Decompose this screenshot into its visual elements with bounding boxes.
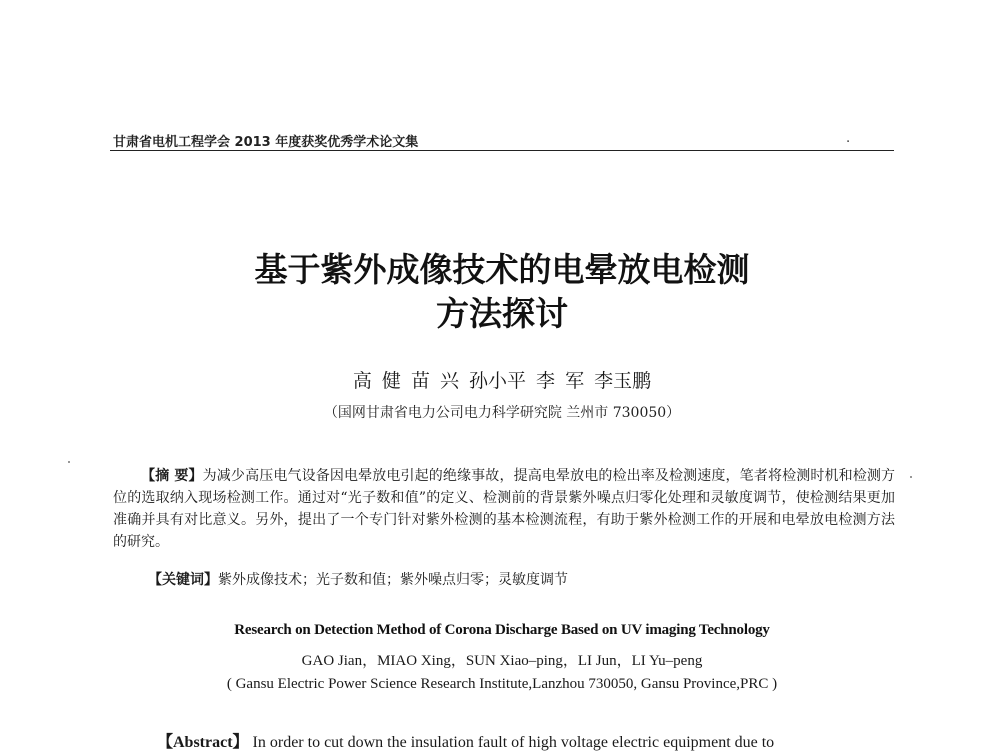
paper-title	[110, 248, 894, 336]
abstract-text: 为减少高压电气设备因电晕放电引起的绝缘事故，提高电晕放电的检出率及检测速度，笔者将检测时机和检测方位的选取纳入现场检测工作。通过对“光子数和值”的定义、检测前的背景紫外噪点归零化处理和灵敏度调节，使检测结果更加准确并具有对比意义。另外，提出了一个专门针对紫外检测的基本检测流程，有助于紫外检测工作的开展和电晕放电检测方法的研究。	[113, 468, 896, 550]
running-header: 甘肃省电机工程学会 2013 年度获奖优秀学术论文集	[113, 135, 419, 150]
english-affiliation: ( Gansu Electric Power Science Research Institute,Lanzhou 730050, Gansu Province,PRC )	[226, 676, 778, 692]
paper-title-line-1: 基于紫外成像技术的电晕放电检测	[254, 250, 750, 289]
abstract-label: 【摘 要】	[141, 468, 203, 484]
english-abstract	[157, 729, 897, 752]
author-affiliation: （国网甘肃省电力公司电力科学研究院 兰州市 730050）	[323, 405, 681, 421]
abstract-chinese	[113, 465, 895, 553]
scan-speck	[68, 461, 70, 463]
keywords-chinese	[148, 569, 888, 591]
keywords-text: 紫外成像技术；光子数和值；紫外噪点归零；灵敏度调节	[218, 572, 568, 588]
author-list: 高 健 苗 兴 孙小平 李 军 李玉鹏	[352, 370, 652, 392]
english-authors: GAO Jian，MIAO Xing，SUN Xiao–ping，LI Jun，LI Yu–peng	[301, 653, 703, 669]
header-dot: .	[846, 131, 851, 146]
keywords-label: 【关键词】	[148, 572, 218, 588]
scan-speck	[910, 476, 912, 478]
english-abstract-label: 【Abstract】	[157, 734, 249, 751]
english-abstract-text: In order to cut down the insulation fault of high voltage electric equipment due to	[252, 734, 775, 751]
header-rule	[110, 150, 894, 151]
paper-title-line-2: 方法探讨	[436, 294, 568, 333]
english-title: Research on Detection Method of Corona Discharge Based on UV imaging Technology	[234, 622, 770, 638]
